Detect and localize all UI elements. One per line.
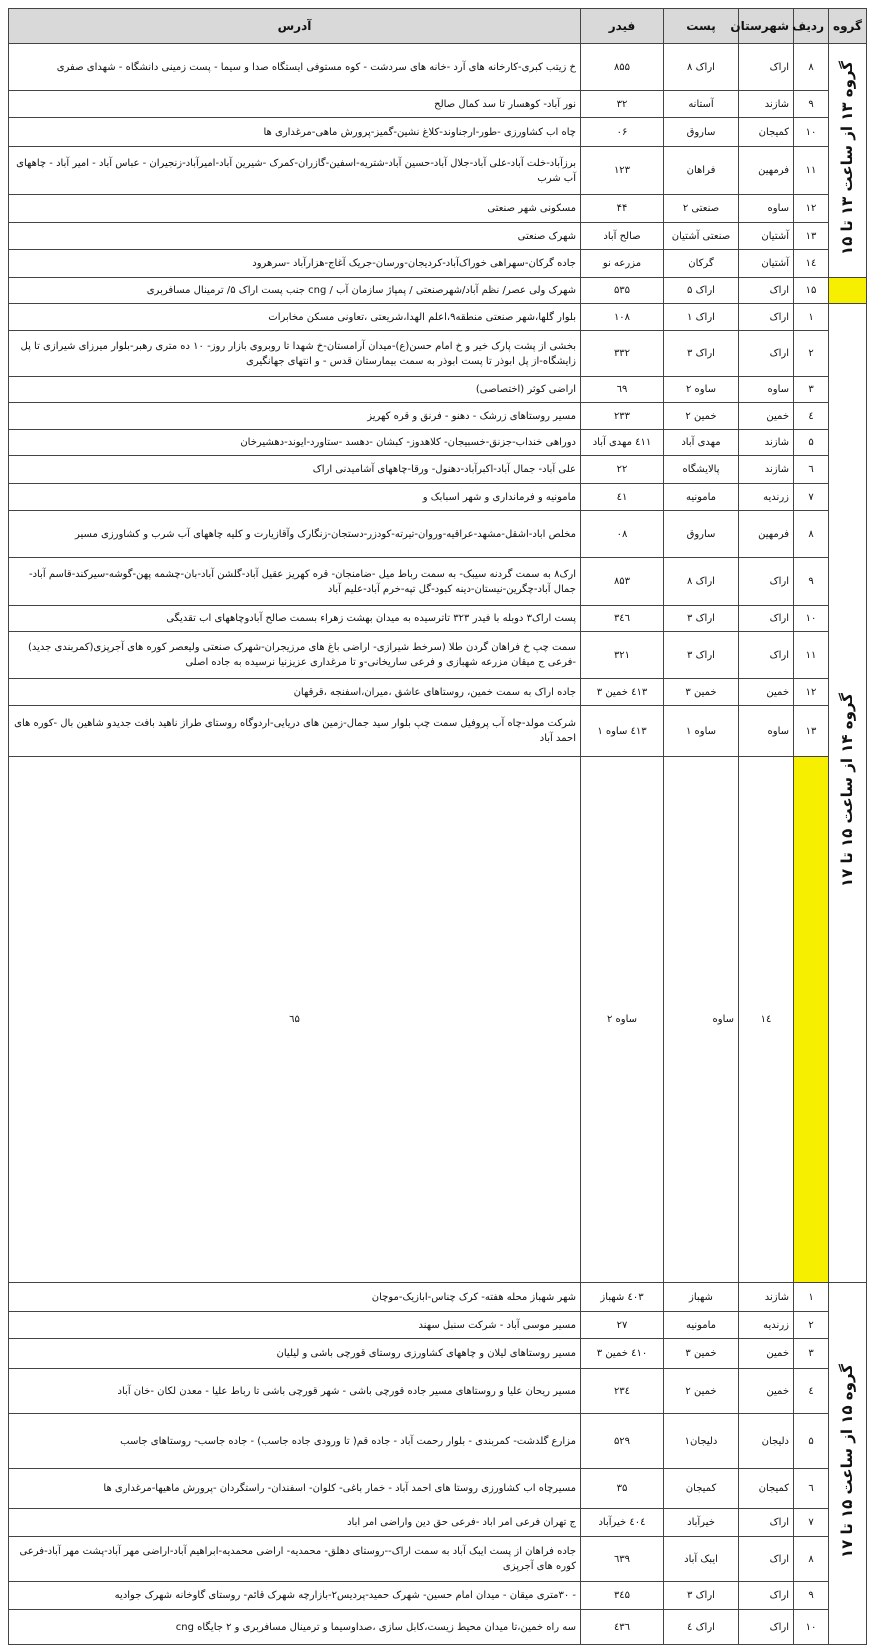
- row-number: ۳: [794, 377, 829, 403]
- row-feeder: ۴۴: [581, 195, 664, 223]
- row-address: شهرک صنعتی: [9, 223, 581, 250]
- row-feeder: ۸۵۳: [581, 558, 664, 606]
- row-post: شهباز: [664, 1283, 739, 1312]
- row-city: کمیجان: [739, 1469, 794, 1509]
- row-post: خمین ۳: [664, 1339, 739, 1369]
- table-row: [9, 195, 867, 223]
- row-number: ۸: [794, 511, 829, 558]
- row-address: - ۳۰متری میقان - میدان امام حسین- شهرک حمید-پردیس۲-بازارچه شهرک قائم- روستای گاوخانه شهرک جوادیه: [9, 1582, 581, 1610]
- table-row: [9, 377, 867, 403]
- table-row: [9, 1414, 867, 1469]
- row-post: ساوه ۲: [581, 757, 664, 1283]
- row-feeder: ۲۲: [581, 456, 664, 484]
- table-row: [9, 706, 867, 757]
- row-address: جاده گرکان-سهراهی خوراک‌آباد-کردیجان-ورسان-جریک آغاج-هزارآباد -سرهرود: [9, 250, 581, 278]
- row-post: خمین ۲: [664, 403, 739, 430]
- row-post: مامونیه: [664, 1312, 739, 1339]
- row-city: اراک: [739, 1537, 794, 1582]
- table-row: [9, 44, 867, 91]
- row-address: پست اراک۳ دوبله با فیدر ۳۲۳ تاترسیده به میدان بهشت زهراء بسمت صالح آبادوچاههای اب تقدیگی: [9, 606, 581, 632]
- table-row: [9, 632, 867, 679]
- row-number: ۵: [794, 1414, 829, 1469]
- row-feeder: ۳۲: [581, 91, 664, 118]
- row-post: خیرآباد: [664, 1509, 739, 1537]
- row-post: اراک ۳: [664, 1582, 739, 1610]
- table-row: [9, 304, 867, 331]
- row-city: اراک: [739, 1582, 794, 1610]
- table-row: [9, 606, 867, 632]
- row-number: ۱۳: [794, 223, 829, 250]
- row-post: اراک ۳: [664, 632, 739, 679]
- schedule-table: [8, 8, 867, 1645]
- row-post: اراک ۸: [664, 558, 739, 606]
- row-number: ۱۲: [794, 679, 829, 706]
- table-row: [9, 1469, 867, 1509]
- row-post: اراک ۸: [664, 44, 739, 91]
- row-post: اراک ۳: [664, 331, 739, 377]
- row-number: ٤: [794, 403, 829, 430]
- row-number: ۹: [794, 91, 829, 118]
- header-radif: ردیف: [794, 9, 829, 44]
- row-number: ۱۰: [794, 606, 829, 632]
- row-feeder: ٤۱۳ ساوه ۱: [581, 706, 664, 757]
- row-post: فراهان: [664, 147, 739, 195]
- row-feeder: صالح آباد: [581, 223, 664, 250]
- row-feeder: ۱۰۸: [581, 304, 664, 331]
- row-city: اراک: [739, 558, 794, 606]
- row-feeder: ۵۳۵: [581, 278, 664, 304]
- row-post: خمین ۳: [664, 679, 739, 706]
- row-address: اراضی کوثر (اختصاصی): [9, 377, 581, 403]
- row-post: اراک ٤: [664, 1610, 739, 1645]
- row-post: دلیجان۱: [664, 1414, 739, 1469]
- row-address: مخلص اباد-اشقل-مشهد-عراقیه-وروان-تیرته-کودزر-دستجان-زنگارک وآقازیارت و کلیه چاههای آب شرب و کشاورزی مسیر: [9, 511, 581, 558]
- table-row: [9, 403, 867, 430]
- row-post: ساوه ۱: [664, 706, 739, 757]
- table-row: [9, 91, 867, 118]
- row-address: ارک۸ به سمت گردنه سیبک- به سمت رباط میل -ضامنجان- قره کهریز عقیل آباد-گلشن آباد-بان-چشمه پهن-گوشه-سیرکند-قاسم آباد-جمال آباد-چگرین-نیستان-دینه کبود-گل تپه-خرم آباد-علیم آباد: [9, 558, 581, 606]
- row-number: ۱٤: [794, 250, 829, 278]
- row-address: علی آباد- جمال آباد-اکبرآباد-دهنول- ورقا-چاههای آشامیدنی اراک: [9, 456, 581, 484]
- row-address: مزارع گلدشت- کمربندی - بلوار رحمت آباد - جاده قم( تا ورودی جاده جاسب) - جاده جاسب- روستاهای جاسب: [9, 1414, 581, 1469]
- row-city: شازند: [739, 91, 794, 118]
- row-post: مهدی آباد: [664, 430, 739, 456]
- table-row: [9, 430, 867, 456]
- row-post: پالایشگاه: [664, 456, 739, 484]
- row-number: ۷: [794, 484, 829, 511]
- row-address: جاده فراهان از پست ایبک آباد به سمت اراک--روستای دهلق- محمدیه- اراضی محمدیه-ابراهیم آباد-اراضی مهر آباد-پشت مهر آباد-فرعی کوره های آجرپزی: [9, 1537, 581, 1582]
- group-label: گروه ۱۵ از ساعت ۱۵ تا ۱۷: [838, 1363, 857, 1559]
- row-number: ۱۳: [794, 706, 829, 757]
- row-post: اراک ۱: [664, 304, 739, 331]
- row-feeder: ٤۰۳ شهباز: [581, 1283, 664, 1312]
- header-post: پست: [664, 9, 739, 44]
- table-row: [9, 1610, 867, 1645]
- highlight-cell: [829, 278, 867, 304]
- row-feeder: ۳۵: [581, 1469, 664, 1509]
- row-post: خمین ۲: [664, 1369, 739, 1414]
- row-address: مامونیه و فرمانداری و شهر اسبابک و: [9, 484, 581, 511]
- row-feeder: ٤۱۱ مهدی آباد: [581, 430, 664, 456]
- table-row: [9, 331, 867, 377]
- row-address: شهرک ولی عصر/ نظم آباد/شهرصنعتی / پمپاژ سازمان آب / cng جنب پست اراک ۵/ ترمینال مسافربری: [9, 278, 581, 304]
- row-address: جاده اراک به سمت خمین، روستاهای عاشق ،میران،اسفنجه ،قرقهان: [9, 679, 581, 706]
- row-address: بلوار گلها،شهر صنعتی منطقه۹،اعلم الهدا،شریعتی ،تعاونی مسکن مخابرات: [9, 304, 581, 331]
- row-city: فرمهین: [739, 511, 794, 558]
- group-label: گروه ۱۴ از ساعت ۱۵ تا ۱۷: [838, 693, 857, 888]
- table-row: [9, 558, 867, 606]
- row-feeder: ٤۱: [581, 484, 664, 511]
- row-post: صنعتی ۲: [664, 195, 739, 223]
- table-row: [9, 456, 867, 484]
- row-post: صنعتی آشتیان: [664, 223, 739, 250]
- table-row: [9, 1312, 867, 1339]
- group-label-cell: [829, 1283, 867, 1645]
- row-number: ۳: [794, 1339, 829, 1369]
- row-number: ۲: [794, 331, 829, 377]
- row-city: اراک: [739, 1610, 794, 1645]
- row-feeder: ۱۲۳: [581, 147, 664, 195]
- row-address: مسیرچاه اب کشاورزی روستا های احمد آباد - خمار باغی- کلوان- اسفندان- راستگردان -پرورش ماهیها-مرغداری ها: [9, 1469, 581, 1509]
- row-number: ۱۰: [794, 118, 829, 147]
- row-post: گرکان: [664, 250, 739, 278]
- table-row: [9, 511, 867, 558]
- row-feeder: ۵۲۹: [581, 1414, 664, 1469]
- header-row: [9, 9, 867, 44]
- row-city: خمین: [739, 679, 794, 706]
- row-number: ۵: [794, 430, 829, 456]
- row-feeder: ۳٤٦: [581, 606, 664, 632]
- row-number: ۸: [794, 44, 829, 91]
- group-label: گروه ۱۳ از ساعت ۱۳ تا ۱۵: [838, 60, 857, 256]
- row-post: اراک ۳: [664, 606, 739, 632]
- row-city: ساوه: [664, 757, 739, 1283]
- table-row: [9, 250, 867, 278]
- row-number: ۱۲: [794, 195, 829, 223]
- row-feeder: ۲۳۳: [581, 403, 664, 430]
- header-shahrestan: شهرستان: [739, 9, 794, 44]
- row-city: آشتیان: [739, 250, 794, 278]
- row-post: ایبک آباد: [664, 1537, 739, 1582]
- row-feeder: ۳۳۲: [581, 331, 664, 377]
- row-feeder: ٤۳٦: [581, 1610, 664, 1645]
- row-city: اراک: [739, 632, 794, 679]
- row-post: کمیجان: [664, 1469, 739, 1509]
- row-city: زرندیه: [739, 484, 794, 511]
- header-feeder: فیدر: [581, 9, 664, 44]
- row-address: شهر شهباز محله هفته- کرک چناس-ابازیک-موچان: [9, 1283, 581, 1312]
- row-number: ٦: [794, 456, 829, 484]
- header-group: گروه: [829, 9, 867, 44]
- row-city: ساوه: [739, 195, 794, 223]
- row-number: ۲: [794, 1312, 829, 1339]
- row-address: مسکونی شهر صنعتی: [9, 195, 581, 223]
- row-feeder: مزرعه نو: [581, 250, 664, 278]
- row-number: ۱: [794, 304, 829, 331]
- row-city: اراک: [739, 44, 794, 91]
- row-feeder: ٦۹: [581, 377, 664, 403]
- row-address: دوراهی خنداب-جزنق-خسبیجان- کلاهدوز- کبشان -دهسد -ستاورد-ایوند-دهشیرخان: [9, 430, 581, 456]
- row-number: ۱٤: [739, 757, 794, 1283]
- row-post: آستانه: [664, 91, 739, 118]
- row-feeder: ۳۲۱: [581, 632, 664, 679]
- row-city: خمین: [739, 1339, 794, 1369]
- row-address: بخشی از پشت پارک خیر و خ امام حسن(ع)-میدان آرامستان-خ شهدا تا روبروی بازار روز- ۱۰ ده متری رهبر-بلوار میرزای شیرازی تا پل زایشگاه-از پل ابوذر تا پست ابوذر به سمت بیمارستان قدس - و انتهای جهانگیری: [9, 331, 581, 377]
- row-number: ۷: [794, 1509, 829, 1537]
- table-row: [9, 1369, 867, 1414]
- row-post: ساروق: [664, 118, 739, 147]
- row-address: مسیر موسی آباد - شرکت سنبل سهند: [9, 1312, 581, 1339]
- row-address: برزآباد-خلت آباد-علی آباد-جلال آباد-حسین آباد-شتریه-اسفین-گازران-کمرک -شیرین آباد-امیرآباد-زنجیران - عباس آباد - امیر آباد - چاههای آب شرب: [9, 147, 581, 195]
- row-post: ساوه ۲: [664, 377, 739, 403]
- row-feeder: ۰۸: [581, 511, 664, 558]
- row-address: سمت چپ خ فراهان گردن طلا (سرخط شیرازی- اراضی باغ های مرزیجران-شهرک صنعتی ولیعصر کوره های آجرپزی(کمربندی جدید) -فرعی ج میقان مزرعه شهبازی و فرعی ساریخانی-و تا مرغداری عزیزنیا نرسیده به جاده اصلی: [9, 632, 581, 679]
- row-number: ۱۰: [794, 1610, 829, 1645]
- row-number: ۱۱: [794, 632, 829, 679]
- row-city: خمین: [739, 1369, 794, 1414]
- table-row: [9, 1582, 867, 1610]
- table-row: [9, 1537, 867, 1582]
- row-number: ۸: [794, 1537, 829, 1582]
- row-number: ۱: [794, 1283, 829, 1312]
- table-row: [9, 147, 867, 195]
- row-address: ج تهران فرعی امر اباد -فرعی حق دین واراضی امر اباد: [9, 1509, 581, 1537]
- row-city: اراک: [739, 1509, 794, 1537]
- row-city: دلیجان: [739, 1414, 794, 1469]
- table-row: [9, 118, 867, 147]
- table-row: [9, 1509, 867, 1537]
- row-number: ۱۱: [794, 147, 829, 195]
- row-address: چاه اب کشاورزی -طور-ارجناوند-کلاغ نشین-گمیز-پرورش ماهی-مرغداری ها: [9, 118, 581, 147]
- row-feeder: ۸۵۵: [581, 44, 664, 91]
- row-post: ساروق: [664, 511, 739, 558]
- row-city: شازند: [739, 430, 794, 456]
- table-row: [9, 223, 867, 250]
- row-address: شرکت مولد-چاه آب پروفیل سمت چپ بلوار سید جمال-زمین های دریایی-اردوگاه روستای طراز ناهید بافت جدیدو شاهین بال -کوره های احمد آباد: [9, 706, 581, 757]
- highlight-cell: [794, 757, 829, 1283]
- row-feeder: ٦۵: [9, 757, 581, 1283]
- header-address: آدرس: [9, 9, 581, 44]
- row-city: اراک: [739, 278, 794, 304]
- table-row: [9, 1339, 867, 1369]
- group-label-cell: [829, 304, 867, 1283]
- row-city: آشتیان: [739, 223, 794, 250]
- row-feeder: ٤۱۰ خمین ۳: [581, 1339, 664, 1369]
- row-address: مسیر روستاهای زرشک - دهنو - فرنق و قره کهریز: [9, 403, 581, 430]
- row-city: ساوه: [739, 377, 794, 403]
- row-feeder: ٤۰٤ خیرآباد: [581, 1509, 664, 1537]
- row-address: مسیر روستاهای لیلان و چاههای کشاورزی روستای قورچی باشی و لیلیان: [9, 1339, 581, 1369]
- table-row: [9, 484, 867, 511]
- row-city: اراک: [739, 606, 794, 632]
- row-city: زرندیه: [739, 1312, 794, 1339]
- group-label-cell: [829, 44, 867, 278]
- row-city: کمیجان: [739, 118, 794, 147]
- row-feeder: ۰۶: [581, 118, 664, 147]
- row-post: مامونیه: [664, 484, 739, 511]
- row-address: مسیر ریحان علیا و روستاهای مسیر جاده قورچی باشی - شهر قورچی باشی تا رباط علیا - معدن لکان -خان آباد: [9, 1369, 581, 1414]
- row-number: ٦: [794, 1469, 829, 1509]
- row-feeder: ٤۱۳ خمین ۳: [581, 679, 664, 706]
- row-city: شازند: [739, 1283, 794, 1312]
- row-feeder: ۳٤۵: [581, 1582, 664, 1610]
- row-city: اراک: [739, 331, 794, 377]
- row-city: اراک: [739, 304, 794, 331]
- row-address: نور آباد- کوهسار تا سد کمال صالح: [9, 91, 581, 118]
- row-city: شازند: [739, 456, 794, 484]
- table-row: [9, 679, 867, 706]
- row-address: سه راه خمین،تا میدان محیط زیست،کابل سازی ،صداوسیما و ترمینال مسافربری و ۲ جایگاه cng: [9, 1610, 581, 1645]
- row-address: خ زیتب کبری-کارخانه های آرد -خانه های سردشت - کوه مستوفی ایستگاه صدا و سیما - پست زمینی دانشگاه - شهدای صفری: [9, 44, 581, 91]
- row-city: ساوه: [739, 706, 794, 757]
- row-number: ۱۵: [794, 278, 829, 304]
- row-city: خمین: [739, 403, 794, 430]
- row-number: ٤: [794, 1369, 829, 1414]
- row-feeder: ۲۷: [581, 1312, 664, 1339]
- row-number: ۹: [794, 558, 829, 606]
- row-city: فرمهین: [739, 147, 794, 195]
- table-row: [9, 1283, 867, 1312]
- row-feeder: ٦۳۹: [581, 1537, 664, 1582]
- row-number: ۹: [794, 1582, 829, 1610]
- table-row: [9, 278, 867, 304]
- row-feeder: ۲۳٤: [581, 1369, 664, 1414]
- row-post: اراک ۵: [664, 278, 739, 304]
- table-row: [9, 757, 867, 1283]
